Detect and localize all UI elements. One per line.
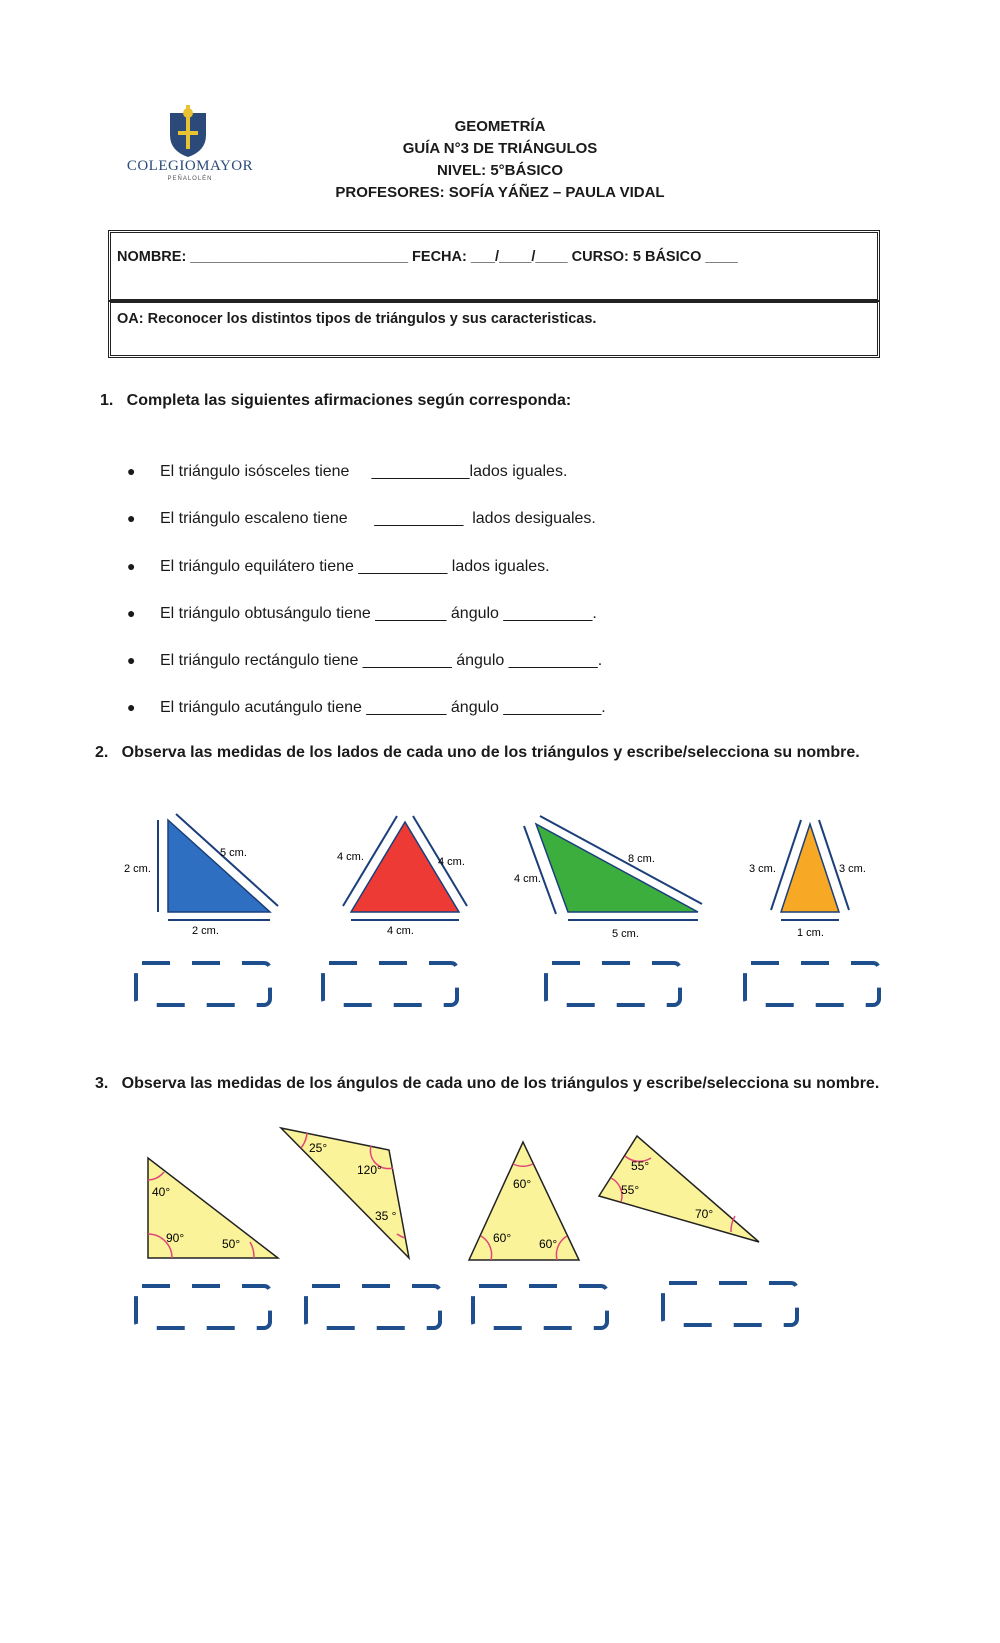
logo-subtitle: PEÑALOLÉN [167, 176, 213, 182]
list-item[interactable]: ● El triángulo isósceles tiene ___________lados iguales. [127, 463, 568, 480]
triangle-angle-4 [595, 1132, 765, 1247]
side-label: 8 cm. [628, 853, 655, 865]
objective-text: OA: Reconocer los distintos tipos de triángulos y sus caracteristicas. [117, 311, 597, 327]
side-label: 4 cm. [387, 925, 414, 937]
angle-label: 35 ° [375, 1209, 397, 1223]
triangle-side-1 [120, 810, 280, 940]
angle-label: 25° [309, 1141, 328, 1155]
side-label: 5 cm. [612, 928, 639, 940]
angle-label: 60° [513, 1177, 532, 1191]
angle-label: 90° [166, 1231, 185, 1245]
answer-box-q2-3[interactable] [543, 960, 683, 1010]
triangle-side-4 [745, 810, 875, 940]
angle-label: 60° [493, 1231, 512, 1245]
triangle-angle-2 [275, 1122, 420, 1267]
side-label: 5 cm. [220, 847, 247, 859]
question-2-title: 2. Observa las medidas de los lados de cada uno de los triángulos y escribe/selecciona su nombre. [95, 744, 860, 761]
answer-box-q3-2[interactable] [303, 1283, 443, 1333]
level-title: NIVEL: 5°BÁSICO [436, 162, 563, 179]
answer-box-q3-3[interactable] [470, 1283, 610, 1333]
student-info-box [108, 230, 880, 302]
side-label: 3 cm. [839, 863, 866, 875]
answer-box-q2-4[interactable] [742, 960, 882, 1010]
side-label: 4 cm. [337, 851, 364, 863]
objective-box [108, 300, 880, 358]
list-item[interactable]: ● El triángulo acutángulo tiene _________ ángulo ___________. [127, 699, 606, 716]
side-label: 1 cm. [797, 927, 824, 939]
logo-name: COLEGIOMAYOR [126, 158, 254, 174]
triangle-angle-3 [465, 1138, 585, 1266]
side-label: 2 cm. [124, 863, 151, 875]
question-3-title: 3. Observa las medidas de los ángulos de cada uno de los triángulos y escribe/selecciona su nombre. [95, 1075, 880, 1092]
list-item[interactable]: ● El triángulo rectángulo tiene __________ ángulo __________. [127, 652, 603, 669]
list-item[interactable]: ● El triángulo equilátero tiene __________ lados iguales. [127, 558, 550, 575]
side-label: 4 cm. [438, 856, 465, 868]
school-logo [120, 105, 260, 185]
bullet-icon: ● [127, 463, 136, 479]
answer-box-q3-4[interactable] [660, 1280, 800, 1330]
triangle-shape [469, 1142, 579, 1260]
angle-label: 40° [152, 1185, 171, 1199]
angle-label: 60° [539, 1237, 558, 1251]
triangle-shape [781, 824, 839, 912]
list-item[interactable]: ● El triángulo escaleno tiene __________ lados desiguales. [127, 510, 596, 527]
triangle-shape [168, 820, 270, 912]
angle-label: 50° [222, 1237, 241, 1251]
shield-icon [120, 105, 260, 160]
triangle-side-3 [510, 810, 710, 940]
answer-box-q3-1[interactable] [133, 1283, 273, 1333]
angle-label: 120° [357, 1163, 382, 1177]
angle-label: 55° [631, 1159, 650, 1173]
bullet-icon: ● [127, 652, 136, 668]
subject-title: GEOMETRÍA [454, 118, 546, 135]
answer-box-q2-2[interactable] [320, 960, 460, 1010]
angle-label: 55° [621, 1183, 640, 1197]
student-info-fields[interactable]: NOMBRE: ___________________________ FECHA: ___/____/____ CURSO: 5 BÁSICO ____ [117, 249, 738, 265]
bullet-icon: ● [127, 510, 136, 526]
document-header [250, 116, 750, 204]
bullet-icon: ● [127, 605, 136, 621]
list-item[interactable]: ● El triángulo obtusángulo tiene ________ ángulo __________. [127, 605, 597, 622]
question-1-title: 1. Completa las siguientes afirmaciones según corresponda: [100, 392, 572, 409]
triangle-angle-1 [140, 1150, 285, 1265]
teachers-title: PROFESORES: SOFÍA YÁÑEZ – PAULA VIDAL [335, 184, 665, 201]
triangle-shape [536, 824, 698, 912]
side-label: 2 cm. [192, 925, 219, 937]
side-label: 4 cm. [514, 873, 541, 885]
triangle-side-2 [335, 810, 475, 940]
side-label: 3 cm. [749, 863, 776, 875]
angle-label: 70° [695, 1207, 714, 1221]
answer-box-q2-1[interactable] [133, 960, 273, 1010]
triangle-shape [281, 1128, 409, 1258]
guide-title: GUÍA N°3 DE TRIÁNGULOS [402, 140, 598, 157]
bullet-icon: ● [127, 558, 136, 574]
bullet-icon: ● [127, 699, 136, 715]
